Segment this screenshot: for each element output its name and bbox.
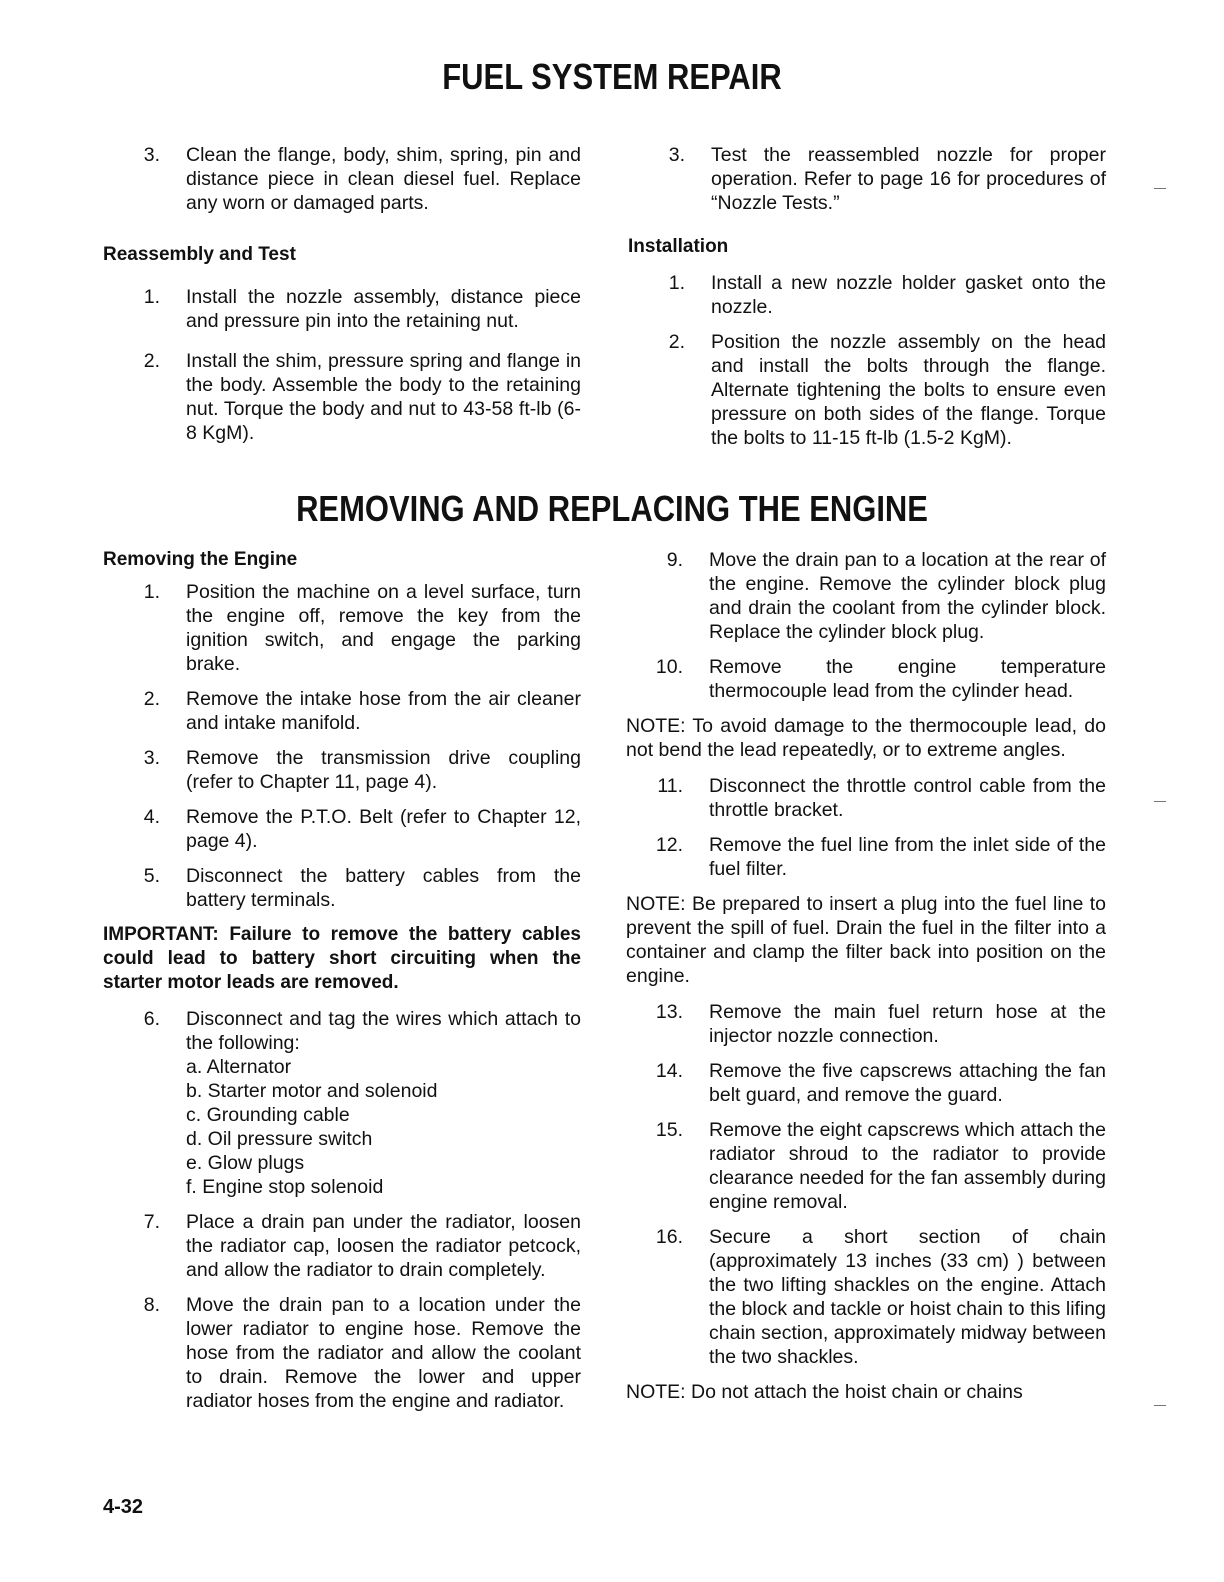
list-item bbox=[626, 1118, 1106, 1214]
sublist-item: a. Alternator bbox=[186, 1056, 292, 1078]
list-item bbox=[626, 1059, 1106, 1107]
item-text: Remove the eight capscrews which attach the radiator shroud to the radiator to provide clearance needed for the fan assembly during engine removal. bbox=[709, 1119, 1106, 1213]
item-number: 12. bbox=[655, 834, 683, 856]
list-item bbox=[628, 143, 1106, 215]
item-number: 8. bbox=[143, 1294, 160, 1316]
list-item bbox=[626, 833, 1106, 881]
item-text: Disconnect and tag the wires which attach to the following: bbox=[186, 1008, 581, 1054]
sublist-item: b. Starter motor and solenoid bbox=[186, 1080, 438, 1102]
list-item bbox=[628, 271, 1106, 319]
sublist-item: e. Glow plugs bbox=[186, 1152, 305, 1174]
section-title: REMOVING AND REPLACING THE ENGINE bbox=[296, 488, 928, 529]
item-text: Position the nozzle assembly on the head and install the bolts through the flange. Alternate tightening the bolts to ensure even pressure on both sides of the flange. Torque the bolts to 11-15 ft-lb (1.5-2 KgM). bbox=[711, 331, 1106, 449]
note-hoist-chain: NOTE: Do not attach the hoist chain or chains bbox=[626, 1381, 1023, 1403]
sublist-item: c. Grounding cable bbox=[186, 1104, 350, 1126]
item-text: Install a new nozzle holder gasket onto the nozzle. bbox=[711, 272, 1106, 318]
item-text: Install the nozzle assembly, distance piece and pressure pin into the retaining nut. bbox=[186, 286, 581, 332]
list-item bbox=[103, 746, 581, 794]
item-number: 4. bbox=[143, 806, 160, 828]
item-number: 2. bbox=[143, 350, 160, 372]
binding-mark bbox=[1154, 188, 1166, 189]
list-item bbox=[103, 805, 581, 853]
list-item bbox=[628, 330, 1106, 450]
item-text: Remove the main fuel return hose at the injector nozzle connection. bbox=[709, 1001, 1106, 1047]
item-text: Remove the fuel line from the inlet side of the fuel filter. bbox=[709, 834, 1106, 880]
item-number: 9. bbox=[666, 549, 683, 571]
list-item bbox=[626, 774, 1106, 822]
note-fuel-line: NOTE: Be prepared to insert a plug into the fuel line to prevent the spill of fuel. Drain the fuel in the filter into a container and clamp the filter back into position on the engine. bbox=[626, 893, 1106, 987]
list-item bbox=[626, 655, 1106, 703]
list-item bbox=[103, 687, 581, 735]
item-number: 14. bbox=[655, 1060, 683, 1082]
list-item bbox=[103, 1293, 581, 1413]
item-number: 1. bbox=[668, 272, 685, 294]
item-number: 2. bbox=[668, 331, 685, 353]
item-text: Install the shim, pressure spring and flange in the body. Assemble the body to the retaining nut. Torque the body and nut to 43-58 ft-lb (6-8 KgM). bbox=[186, 350, 581, 444]
item-text: Test the reassembled nozzle for proper operation. Refer to page 16 for procedures of “Nozzle Tests.” bbox=[711, 144, 1106, 214]
item-number: 1. bbox=[143, 581, 160, 603]
item-text: Move the drain pan to a location under the lower radiator to engine hose. Remove the hose from the radiator and allow the coolant to drain. Remove the lower and upper radiator hoses from the engine and radiator. bbox=[186, 1294, 581, 1412]
item-text: Disconnect the battery cables from the battery terminals. bbox=[186, 865, 581, 911]
wire-sublist bbox=[186, 1055, 581, 1199]
list-item bbox=[626, 548, 1106, 644]
item-text: Move the drain pan to a location at the rear of the engine. Remove the cylinder block plug and drain the coolant from the cylinder block. Replace the cylinder block plug. bbox=[709, 549, 1106, 643]
list-item bbox=[626, 1225, 1106, 1369]
item-number: 10. bbox=[655, 656, 683, 678]
item-text: Remove the transmission drive coupling (refer to Chapter 11, page 4). bbox=[186, 747, 581, 793]
list-item bbox=[626, 1000, 1106, 1048]
item-text: Place a drain pan under the radiator, loosen the radiator cap, loosen the radiator petcock, and allow the radiator to drain completely. bbox=[186, 1211, 581, 1281]
list-item bbox=[103, 285, 581, 333]
item-text: Disconnect the throttle control cable from the throttle bracket. bbox=[709, 775, 1106, 821]
item-text: Remove the five capscrews attaching the fan belt guard, and remove the guard. bbox=[709, 1060, 1106, 1106]
list-item bbox=[103, 349, 581, 445]
item-number: 7. bbox=[143, 1211, 160, 1233]
list-item bbox=[103, 1007, 581, 1199]
item-number: 5. bbox=[143, 865, 160, 887]
item-text: Clean the flange, body, shim, spring, pin and distance piece in clean diesel fuel. Replace any worn or damaged parts. bbox=[186, 144, 581, 214]
item-text: Remove the engine temperature thermocouple lead from the cylinder head. bbox=[709, 656, 1106, 702]
sublist-item: f. Engine stop solenoid bbox=[186, 1176, 384, 1198]
bottom-left-column bbox=[103, 548, 581, 1424]
bottom-right-column bbox=[626, 548, 1106, 1416]
list-item bbox=[103, 143, 581, 215]
list-item bbox=[103, 1210, 581, 1282]
item-number: 11. bbox=[657, 775, 683, 797]
item-number: 3. bbox=[143, 747, 160, 769]
top-right-column bbox=[628, 143, 1106, 461]
item-number: 16. bbox=[655, 1226, 683, 1248]
item-number: 6. bbox=[143, 1008, 160, 1030]
item-number: 13. bbox=[655, 1001, 683, 1023]
page-number: 4-32 bbox=[103, 1496, 144, 1518]
item-number: 1. bbox=[143, 286, 160, 308]
subheading-reassembly: Reassembly and Test bbox=[103, 244, 296, 265]
note-thermocouple: NOTE: To avoid damage to the thermocouple lead, do not bend the lead repeatedly, or to extreme angles. bbox=[626, 715, 1106, 761]
item-number: 15. bbox=[655, 1119, 683, 1141]
item-text: Secure a short section of chain (approximately 13 inches (33 cm) ) between the two lifting shackles on the engine. Attach the block and tackle or hoist chain to this lifing chain section, approximately midway between the two shackles. bbox=[709, 1226, 1106, 1368]
binding-mark bbox=[1154, 1405, 1166, 1406]
item-number: 2. bbox=[143, 688, 160, 710]
item-number: 3. bbox=[668, 144, 685, 166]
item-text: Remove the intake hose from the air cleaner and intake manifold. bbox=[186, 688, 581, 734]
binding-mark bbox=[1154, 801, 1166, 802]
item-text: Position the machine on a level surface, turn the engine off, remove the key from the ignition switch, and engage the parking brake. bbox=[186, 581, 581, 675]
subheading-installation: Installation bbox=[628, 236, 729, 257]
sublist-item: d. Oil pressure switch bbox=[186, 1128, 373, 1150]
item-number: 3. bbox=[143, 144, 160, 166]
subheading-removing-engine: Removing the Engine bbox=[103, 549, 298, 570]
important-warning: IMPORTANT: Failure to remove the battery cables could lead to battery short circuiting when the starter motor leads are removed. bbox=[103, 924, 581, 993]
top-left-column bbox=[103, 143, 581, 456]
page-title: FUEL SYSTEM REPAIR bbox=[442, 56, 782, 97]
list-item bbox=[103, 864, 581, 912]
item-text: Remove the P.T.O. Belt (refer to Chapter 12, page 4). bbox=[186, 806, 581, 852]
list-item bbox=[103, 580, 581, 676]
